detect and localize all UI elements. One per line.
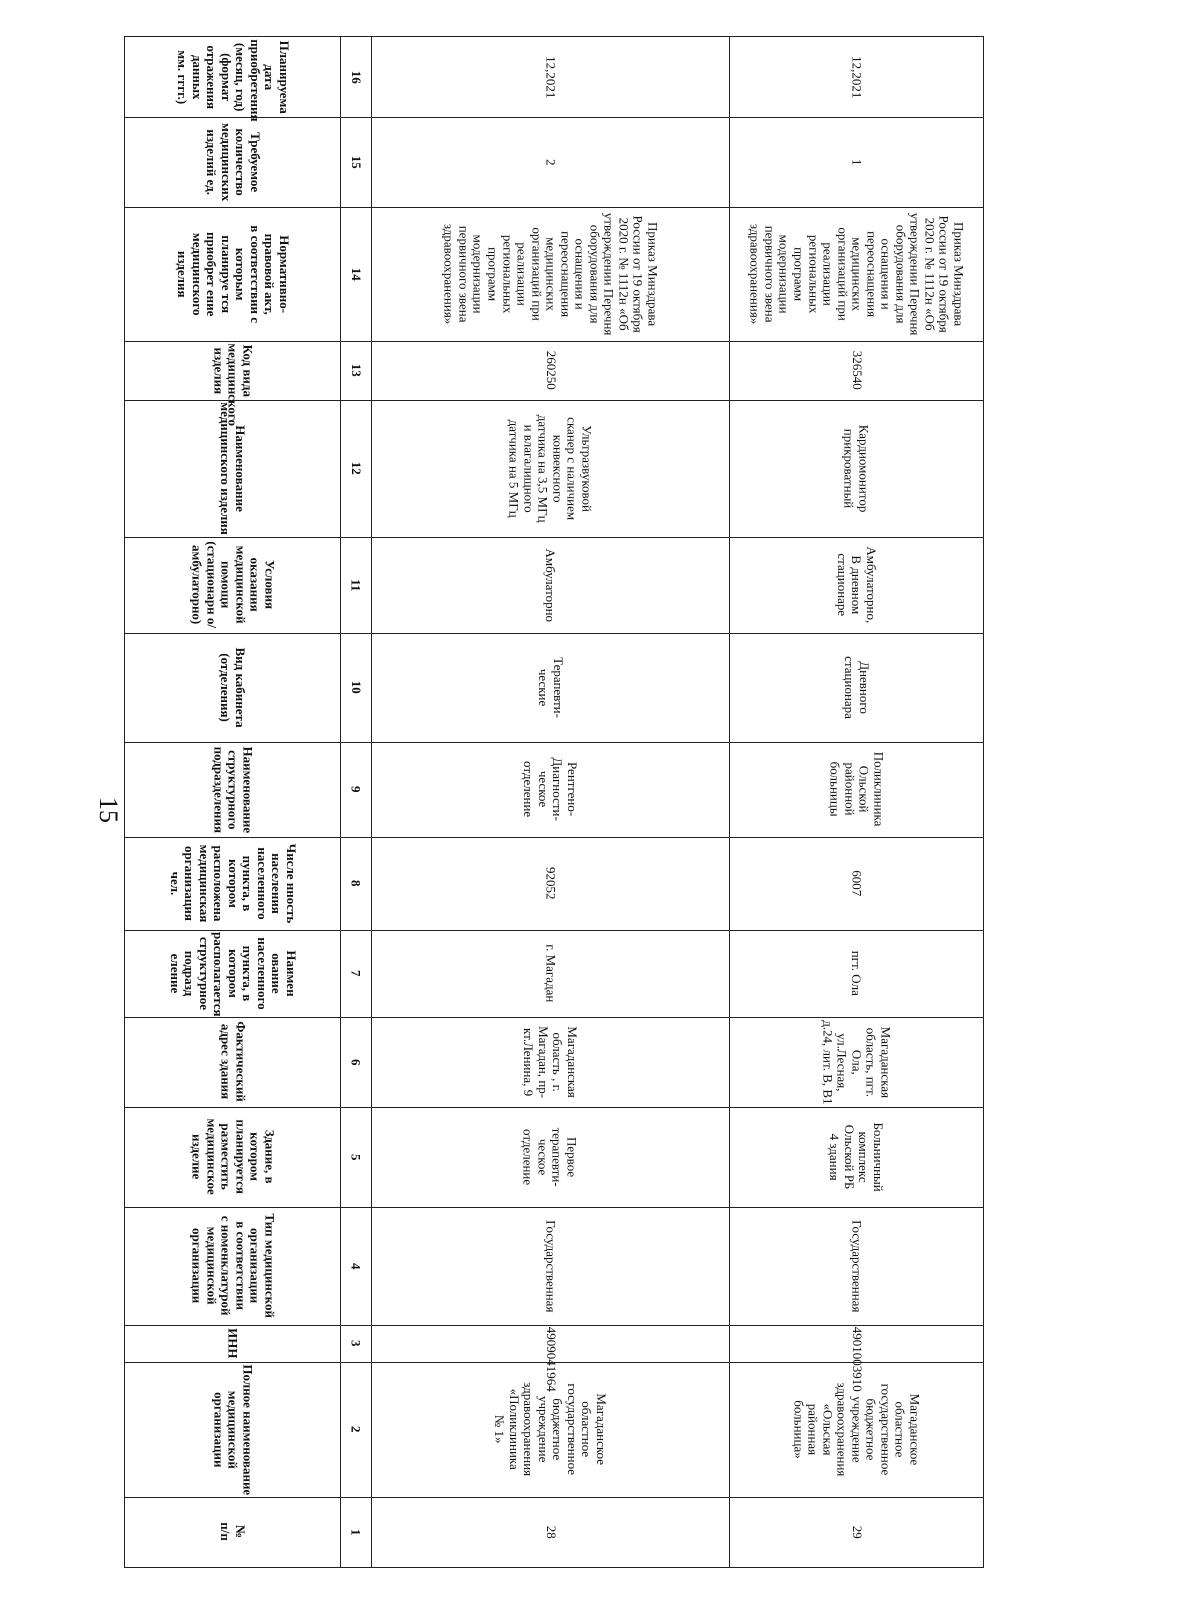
column-header-15: Требуемое количество медицинских изделий ед. [203, 122, 263, 202]
table-cell-row28-col6: Магаданская область , г. Магадан, пр- кт.Ленина, 9 [521, 1025, 581, 1099]
table-cell-row29-col2: Магаданское областное государственное бюджетное учреждение здравоохранения «Ольская районная больница» [791, 1382, 923, 1477]
table-cell-row28-col11: Амбулаторно [543, 548, 559, 622]
table-cell-row28-col10: Терапевти- ческие [535, 657, 566, 718]
table-cell-row29-col3: 4901003910 [849, 1326, 865, 1392]
table-cell-row29-col13: 326540 [849, 350, 865, 390]
column-header-5: Здание, в котором планируется разместить медицинское изделие [189, 1118, 278, 1196]
table-cell-row28-col5: Первое терапевти- ческое отделение [521, 1127, 581, 1187]
column-header-6: Фактический адрес здания [218, 1021, 249, 1103]
table-cell-row29-col8: 6007 [849, 870, 865, 897]
table-cell-row28-col7: г. Магадан [543, 944, 559, 1003]
column-number-1: 1 [348, 1528, 364, 1536]
column-header-8: Числе нность населения населенного пункта, в котором расположена медицинская организация чел. [167, 843, 299, 924]
table-cell-row29-col4: Государственная [849, 1219, 865, 1313]
table-cell-row29-col12: Кардиомонитор прикроватный [841, 424, 872, 513]
column-number-14: 14 [348, 267, 364, 281]
column-header-2: Полное наименование медицинской организации [211, 1364, 256, 1495]
column-number-12: 12 [348, 461, 364, 475]
column-number-2: 2 [348, 1426, 364, 1433]
table-cell-row28-col2: Магаданское областное государственное бюджетное учреждение здравоохранения «Поликлиника № 1» [492, 1382, 610, 1477]
column-header-9: Наименование структурного подразделения [211, 746, 256, 833]
column-header-10: Вид кабинета (отделения) [218, 647, 249, 728]
table-cell-row28-col8: 92052 [543, 867, 559, 900]
table-cell-row28-col4: Государственная [543, 1219, 559, 1313]
column-number-8: 8 [348, 880, 364, 887]
column-header-4: Тип медицинской организации в соответствии с номенклатурой медицинской организации [189, 1213, 278, 1319]
table-cell-row28-col15: 2 [543, 158, 559, 166]
column-number-7: 7 [348, 970, 364, 977]
table-cell-row29-col6: Магаданская область, пгт. Ола, ул.Лесная, д.24, лит. В, В1 [820, 1019, 894, 1105]
column-number-6: 6 [348, 1058, 364, 1066]
equipment-table [124, 36, 984, 1568]
page-number: 15 [94, 797, 123, 823]
table-cell-row29-col5: Больничный комплекс Ольской РБ 4 здания [827, 1122, 887, 1192]
table-cell-row28-col16: 12,2021 [543, 55, 559, 99]
column-number-11: 11 [348, 578, 364, 592]
table-cell-row28-col13: 260250 [543, 350, 559, 390]
column-header-14: Нормативно- правовой акт, в соответствии с которым планируе тся приобрет ение медицинского изделия [174, 225, 292, 323]
table-cell-row28-col14: Приказ Минздрава России от 19 октября 2020 г. № 1112н «Об утверждении Перечня оборудования для оснащения и переоснащения медицинских организаций при реализации региональных программ модернизации первичного звена здравоохранения» [441, 212, 661, 336]
table-cell-row29-col15: 1 [849, 158, 865, 166]
column-header-1: № п/п [218, 1522, 249, 1542]
table-cell-row29-col1: 29 [849, 1525, 865, 1539]
table-cell-row28-col3: 4909041964 [543, 1326, 559, 1392]
column-header-7: Наимен ование населенного пункта, в котором располагается структурное подразд еление [167, 932, 299, 1017]
column-header-12: Наименование медицинского изделия [218, 402, 249, 535]
table-cell-row28-col9: Рентгено- Диагности- ческое отделение [521, 757, 581, 822]
column-number-3: 3 [348, 1340, 364, 1347]
table-cell-row29-col9: Поликлиника Ольской районной больницы [827, 752, 887, 827]
column-number-4: 4 [348, 1262, 364, 1270]
column-number-16: 16 [348, 70, 364, 84]
table-cell-row29-col16: 12,2021 [849, 55, 865, 99]
column-header-13: Код вида медицинского изделия [211, 342, 256, 426]
table-cell-row28-col12: Ультразвуковой сканер с наличием конвексного датчика на 3,5 МГц и влагалищного датчика на 5 МГц [506, 414, 595, 523]
column-number-9: 9 [348, 786, 364, 793]
table-cell-row29-col10: Дневного стационара [841, 656, 872, 719]
column-header-16: Планируема дата приобретения (месяц, год) (формат отражения данных мм. гггг.) [174, 39, 292, 122]
column-number-10: 10 [348, 680, 364, 694]
column-number-15: 15 [348, 155, 364, 169]
column-header-3: ИНН [225, 1328, 241, 1359]
column-number-13: 13 [348, 363, 364, 377]
column-header-11: Условия оказания медицинской помощи (стационарн о/амбулаторно) [189, 541, 278, 629]
table-cell-row29-col14: Приказ Минздрава России от 19 октября 2020 г. № 1112н «Об утверждении Перечня оборудования для оснащения и переоснащения медицинских организаций при реализации региональных программ модернизации первичного звена здравоохранения» [747, 212, 967, 336]
table-cell-row29-col7: пгт. Ола [849, 950, 865, 997]
table-cell-row29-col11: Амбулаторно, В дневном стационаре [834, 546, 879, 624]
column-number-5: 5 [348, 1153, 364, 1161]
table-cell-row28-col1: 28 [543, 1525, 559, 1539]
